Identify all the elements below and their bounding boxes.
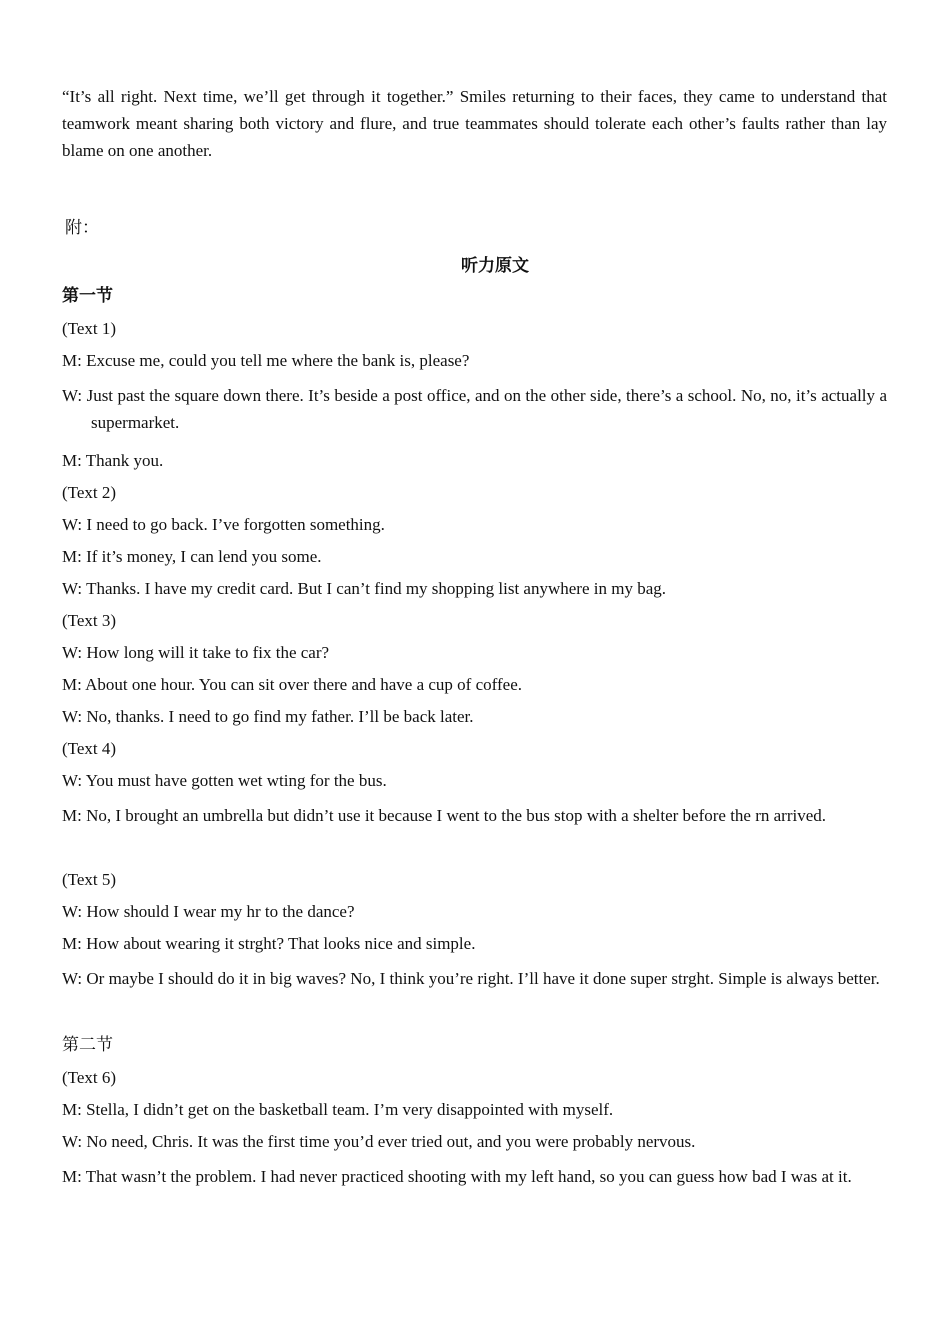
text-4-heading: (Text 4) xyxy=(62,739,117,758)
appendix-label: 附： xyxy=(65,218,99,237)
dialogue-line: W: I need to go back. I’ve forgotten something. xyxy=(62,515,385,534)
dialogue-line: W: Just past the square down there. It’s beside a post office, and on the other side, there’s a school. No, no, it’s actually a supermarket. xyxy=(62,386,887,432)
dialogue-line: M: That wasn’t the problem. I had never practiced shooting with my left hand, so you can guess how bad I was at it. xyxy=(62,1167,852,1186)
dialogue-line: M: If it’s money, I can lend you some. xyxy=(62,547,322,566)
text-3-heading: (Text 3) xyxy=(62,611,117,630)
text-6-heading: (Text 6) xyxy=(62,1068,117,1087)
text-5-heading: (Text 5) xyxy=(62,870,117,889)
section-2-title: 第二节 xyxy=(62,1035,113,1054)
dialogue-line: M: Thank you. xyxy=(62,451,164,470)
dialogue-line: M: About one hour. You can sit over there and have a cup of coffee. xyxy=(62,675,522,694)
dialogue-line: W: Or maybe I should do it in big waves? No, I think you’re right. I’ll have it done super strght. Simple is always better. xyxy=(62,969,880,988)
dialogue-line: W: No, thanks. I need to go find my father. I’ll be back later. xyxy=(62,707,474,726)
dialogue-line: M: Excuse me, could you tell me where the bank is, please? xyxy=(62,351,470,370)
intro-paragraph: “It’s all right. Next time, we’ll get through it together.” Smiles returning to their faces, they came to understand that teamwork meant sharing both victory and flure, and true teammates should tolerate each other’s faults rather than lay blame on one another. xyxy=(62,87,887,160)
section-1-title: 第一节 xyxy=(62,286,113,305)
text-1-heading: (Text 1) xyxy=(62,319,117,338)
dialogue-line: W: How long will it take to fix the car? xyxy=(62,643,330,662)
dialogue-line: M: How about wearing it strght? That looks nice and simple. xyxy=(62,934,476,953)
dialogue-line: W: You must have gotten wet wting for the bus. xyxy=(62,771,387,790)
text-2-heading: (Text 2) xyxy=(62,483,117,502)
transcript-title: 听力原文 xyxy=(461,256,529,275)
dialogue-line: M: Stella, I didn’t get on the basketball team. I’m very disappointed with myself. xyxy=(62,1100,614,1119)
dialogue-line: W: Thanks. I have my credit card. But I can’t find my shopping list anywhere in my bag. xyxy=(62,579,666,598)
dialogue-line: W: How should I wear my hr to the dance? xyxy=(62,902,355,921)
dialogue-line: W: No need, Chris. It was the first time you’d ever tried out, and you were probably nervous. xyxy=(62,1132,696,1151)
dialogue-line: M: No, I brought an umbrella but didn’t use it because I went to the bus stop with a shelter before the rn arrived. xyxy=(62,806,827,825)
